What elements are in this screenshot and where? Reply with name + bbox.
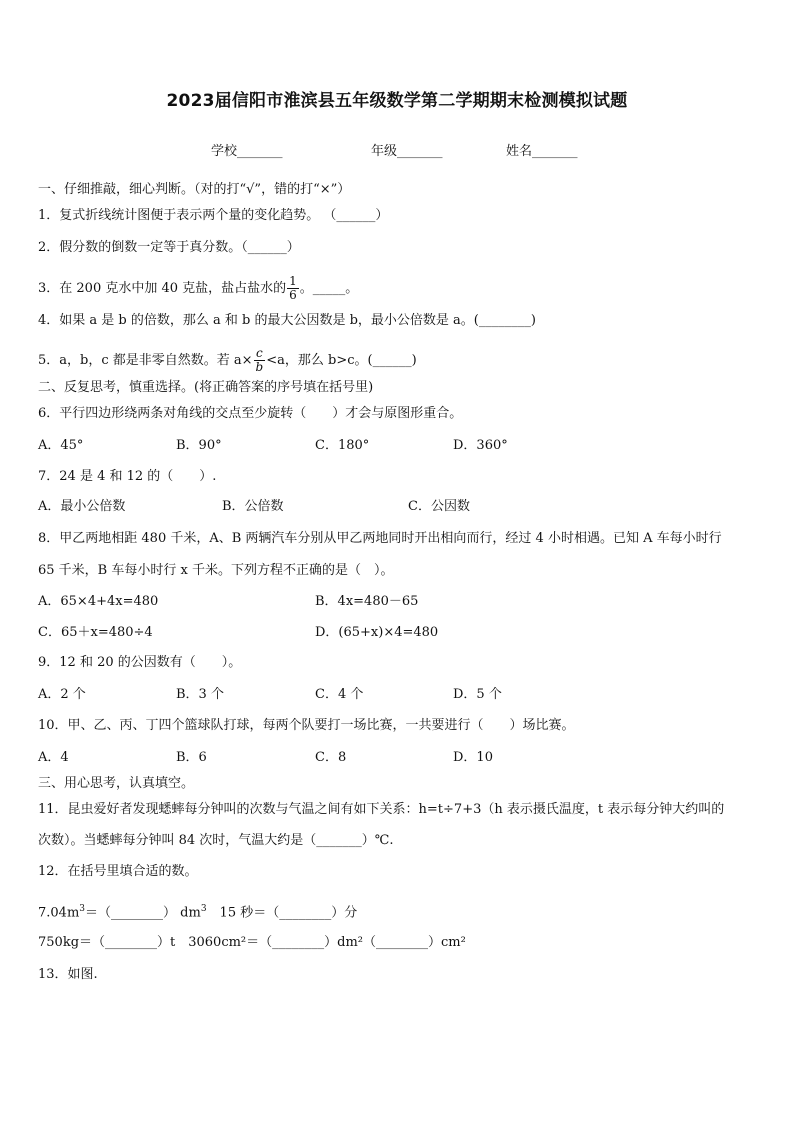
fraction-numerator: c [256,346,263,360]
question-5-text: 5．a，b，c 都是非零自然数。若 a× [38,353,253,368]
question-1: 1．复式折线统计图便于表示两个量的变化趋势。 （______） [38,208,389,223]
fraction-denominator: b [255,360,264,374]
fraction-numerator: 1 [289,274,297,288]
question-5 [38,347,417,374]
cubic-exponent: 3 [200,904,207,914]
q8-option-d: D．(65+x)×4=480 [315,625,439,640]
q7-option-c: C．公因数 [408,499,470,514]
fraction-denominator: 6 [289,288,297,302]
page-title: 2023届信阳市淮滨县五年级数学第二学期期末检测模拟试题 [166,91,628,111]
q9-option-a: A．2 个 [38,687,86,702]
q10-option-d: D．10 [453,750,493,765]
question-2: 2．假分数的倒数一定等于真分数。（______） [38,240,300,255]
question-12-part-a [38,900,357,922]
fraction-c-over-b [254,347,266,374]
question-6: 6．平行四边形绕两条对角线的交点至少旋转（ ）才会与原图形重合。 [38,406,463,421]
school-field: 学校_______ [211,144,283,159]
fraction-one-sixth [287,275,299,302]
section2-heading: 二、反复思考，慎重选择。(将正确答案的序号填在括号里) [38,380,374,395]
q10-option-c: C．8 [315,750,347,765]
question-13: 13．如图. [38,967,98,982]
q9-option-d: D．5 个 [453,687,502,702]
grade-field: 年级_______ [371,144,443,159]
section1-heading: 一、仔细推敲，细心判断。（对的打“√”，错的打“×”） [38,182,351,197]
q6-option-a: A．45° [38,438,84,453]
question-11-line2: 次数）。当蟋蟀每分钟叫 84 次时，气温大约是（_______）℃. [38,833,394,848]
question-8-line2: 65 千米，B 车每小时行 x 千米。下列方程不正确的是（ ）。 [38,563,394,578]
q12a-value: 7.04m [38,905,80,921]
q9-option-b: B．3 个 [176,687,224,702]
question-11-line1: 11．昆虫爱好者发现蟋蟀每分钟叫的次数与气温之间有如下关系：h=t÷7+3（h 表示摄氏温度，t 表示每分钟大约叫的 [38,802,725,817]
q7-option-a: A．最小公倍数 [38,499,126,514]
question-3 [38,275,358,302]
question-9: 9．12 和 20 的公因数有（ ）。 [38,655,242,670]
q10-option-a: A．4 [38,750,69,765]
question-7: 7．24 是 4 和 12 的（ ）. [38,469,217,484]
cubic-exponent: 3 [79,904,86,914]
q6-option-d: D．360° [453,438,508,453]
question-4: 4．如果 a 是 b 的倍数，那么 a 和 b 的最大公因数是 b，最小公倍数是 a。(________) [38,313,536,328]
name-field: 姓名_______ [506,144,578,159]
question-12-part-b: 750kg＝（________）t 3060cm²＝（________）dm²（________）cm² [38,935,466,950]
question-3-blank: 。_____。 [299,281,359,296]
q8-option-b: B．4x=480－65 [315,594,419,609]
q12a-blank: ＝（________） dm [85,905,201,921]
q6-option-b: B．90° [176,438,222,453]
question-8-line1: 8．甲乙两地相距 480 千米，A、B 两辆汽车分别从甲乙两地同时开出相向而行，经过 4 小时相遇。已知 A 车每小时行 [38,531,722,546]
question-10: 10．甲、乙、丙、丁四个篮球队打球，每两个队要打一场比赛，一共要进行（ ）场比赛。 [38,718,575,733]
q6-option-c: C．180° [315,438,370,453]
section3-heading: 三、用心思考，认真填空。 [38,776,195,791]
q12a-seconds: 15 秒＝（________）分 [206,905,358,921]
question-12: 12．在括号里填合适的数。 [38,864,198,879]
question-3-text: 3．在 200 克水中加 40 克盐，盐占盐水的 [38,281,287,296]
question-5-rest: <a，那么 b>c。(______) [266,353,417,368]
q8-option-a: A．65×4+4x=480 [38,594,159,609]
q9-option-c: C．4 个 [315,687,364,702]
q10-option-b: B．6 [176,750,207,765]
q7-option-b: B．公倍数 [222,499,284,514]
q8-option-c: C．65＋x=480÷4 [38,625,153,640]
